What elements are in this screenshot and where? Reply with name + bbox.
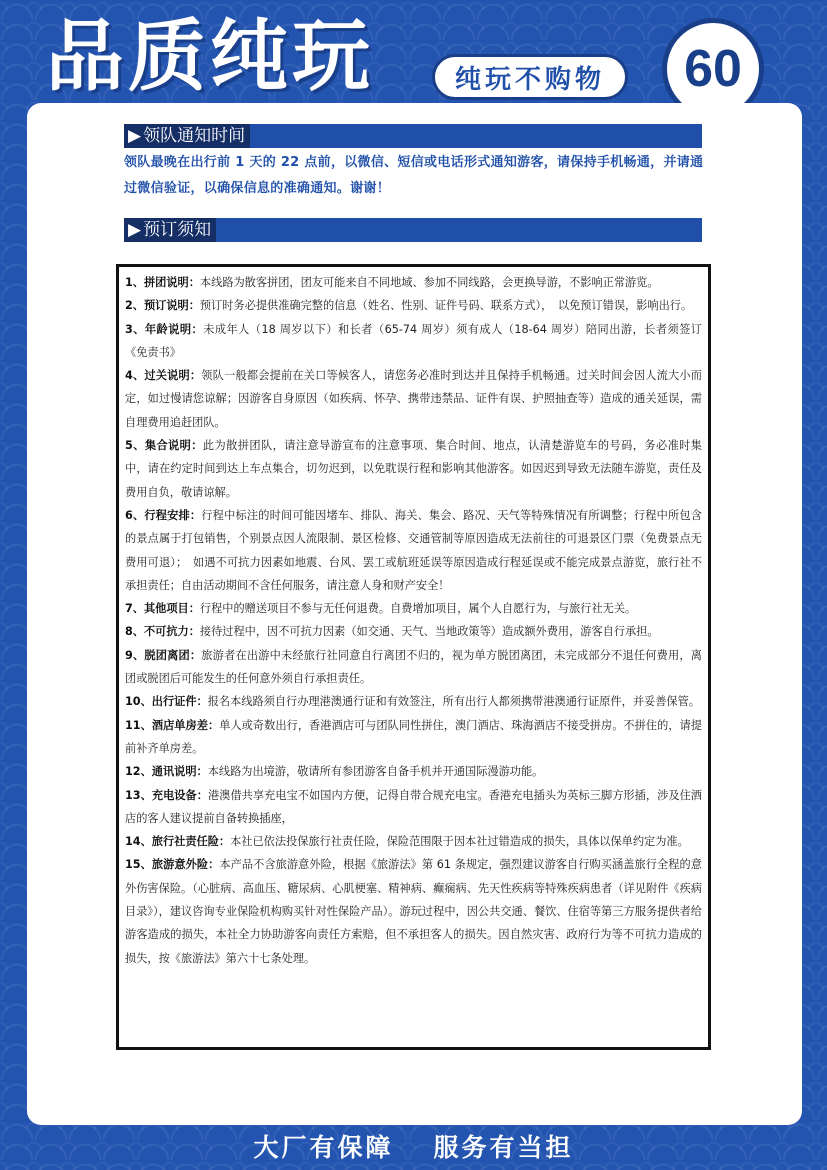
rule-label: 4、过关说明： (125, 369, 202, 383)
rule-label: 13、充电设备： (125, 788, 208, 802)
section-header-booking-notes (124, 218, 702, 242)
rule-label: 5、集合说明： (125, 439, 203, 453)
rule-label: 12、通讯说明： (125, 765, 208, 779)
rule-item (125, 364, 702, 434)
rule-text: 领队一般都会提前在关口等候客人，请您务必准时到达并且保持手机畅通。过关时间会因人流大小而定，如过慢请您谅解；因游客自身原因（如疾病、怀孕、携带违禁品、证件有误、护照抽查等）造成的通关延误，需自理费用追赶团队。 (125, 369, 702, 429)
rule-text: 预订时务必提供准确完整的信息（姓名、性别、证件号码、联系方式）， 以免预订错误，影响出行。 (199, 299, 693, 313)
triangle-icon: ▶ (128, 220, 142, 240)
rule-text: 单人或奇数出行，香港酒店可与团队同性拼住，澳门酒店、珠海酒店不接受拼房。不拼住的，请提前补齐单房差。 (125, 718, 702, 755)
rule-text: 本产品不含旅游意外险，根据《旅游法》第 61 条规定，强烈建议游客自行购买涵盖旅行全程的意外伤害保险。（心脏病、高血压、糖尿病、心肌梗塞、精神病、癫痫病、先天性疾病等特殊疾病患者（详见附件《疾病目录》），建议咨询专业保险机构购买针对性保险产品）。游玩过程中，因公共交通、餐饮、住宿等第三方服务提供者给游客造成的损失，本社全力协助游客向责任方索赔，但不承担客人的损失。因自然灾害、政府行为等不可抗力造成的损失，按《旅游法》第六十七条处理。 (125, 858, 702, 965)
rule-item (125, 760, 702, 783)
rule-text: 行程中的赠送项目不参与无任何退费。自费增加项目，属个人自愿行为，与旅行社无关。 (199, 602, 637, 616)
footer-slogan-left: 大厂有保障 (253, 1133, 394, 1162)
rule-item (125, 644, 702, 691)
rule-item (125, 830, 702, 853)
rule-item (125, 714, 702, 761)
rule-text: 港澳借共享充电宝不如国内方便，记得自带合规充电宝。香港充电插头为英标三脚方形插，涉及住酒店的客人建议提前自备转换插座， (125, 788, 702, 825)
section-title: 领队通知时间 (143, 126, 246, 146)
rule-label: 10、出行证件： (125, 695, 208, 709)
rule-text: 本线路为出境游，敬请所有参团游客自备手机并开通国际漫游功能。 (207, 765, 544, 779)
rule-item (125, 620, 702, 643)
rule-label: 11、酒店单房差： (125, 718, 220, 732)
rule-label: 14、旅行社责任险： (125, 835, 231, 849)
rule-label: 6、行程安排： (125, 508, 202, 522)
no-shopping-pill: 纯玩不购物 (432, 54, 628, 100)
rule-label: 2、预订说明： (125, 299, 200, 313)
rule-text: 报名本线路须自行办理港澳通行证和有效签注，所有出行人都须携带港澳通行证原件，并妥善保管。 (207, 695, 700, 709)
price-badge: 60 (662, 18, 764, 120)
section-title: 预订须知 (143, 220, 212, 240)
rule-label: 15、旅游意外险： (125, 858, 220, 872)
section-header-notice-time (124, 124, 702, 148)
rule-text: 未成年人（18 周岁以下）和长者（65-74 周岁）须有成人（18-64 周岁）陪同出游，长者须签订《免责书》 (125, 322, 702, 359)
rule-item (125, 434, 702, 504)
rule-text: 旅游者在出游中未经旅行社同意自行离团不归的，视为单方脱团离团，未完成部分不退任何费用，离团或脱团后可能发生的任何意外须自行承担责任。 (125, 648, 702, 686)
rule-label: 7、其他项目： (125, 602, 200, 616)
rule-label: 8、不可抗力： (125, 625, 200, 639)
rule-item (125, 853, 702, 969)
rule-item (125, 784, 702, 831)
booking-rules-box (116, 264, 711, 1050)
rule-item (125, 318, 702, 365)
rule-label: 3、年龄说明： (125, 322, 204, 336)
rule-item (125, 294, 702, 317)
rule-item (125, 597, 702, 620)
leader-notice-text: 领队最晚在出行前 1 天的 22 点前，以微信、短信或电话形式通知游客，请保持手机畅通，并请通过微信验证，以确保信息的准确通知。谢谢！ (124, 155, 704, 196)
rule-text: 此为散拼团队，请注意导游宣布的注意事项、集合时间、地点，认清楚游览车的号码，务必准时集中，请在约定时间到达上车点集合，切勿迟到，以免耽误行程和影响其他游客。如因迟到导致无法随车游览，责任及费用自负，敬请谅解。 (125, 439, 702, 499)
footer-slogan-right: 服务有当担 (433, 1133, 574, 1162)
rule-text: 本社已依法投保旅行社责任险，保险范围限于因本社过错造成的损失，具体以保单约定为准。 (230, 835, 689, 849)
triangle-icon: ▶ (128, 126, 142, 146)
page-title: 品质纯玩 (46, 12, 375, 102)
rule-text: 行程中标注的时间可能因堵车、排队、海关、集会、路况、天气等特殊情况有所调整；行程中所包含的景点属于打包销售，个别景点因人流限制、景区检修、交通管制等原因造成无法前往的可退景区门票（免费景点无费用可退）； 如遇不可抗力因素如地震、台风、罢工或航班延误等原因造成行程延误或不能完成景点游览，旅行社不承担责任；自由活动期间不含任何服务，请注意人身和财产安全！ (125, 508, 702, 592)
footer-slogan (0, 1128, 827, 1164)
rule-item (125, 271, 702, 294)
rule-item (125, 690, 702, 713)
rule-label: 1、拼团说明： (125, 276, 200, 289)
rule-label: 9、脱团离团： (125, 648, 202, 662)
rule-text: 接待过程中，因不可抗力因素（如交通、天气、当地政策等）造成额外费用，游客自行承担。 (199, 625, 659, 639)
rule-text: 本线路为散客拼团，团友可能来自不同地域、参加不同线路，会更换导游，不影响正常游览。 (199, 276, 659, 289)
rule-item (125, 504, 702, 597)
